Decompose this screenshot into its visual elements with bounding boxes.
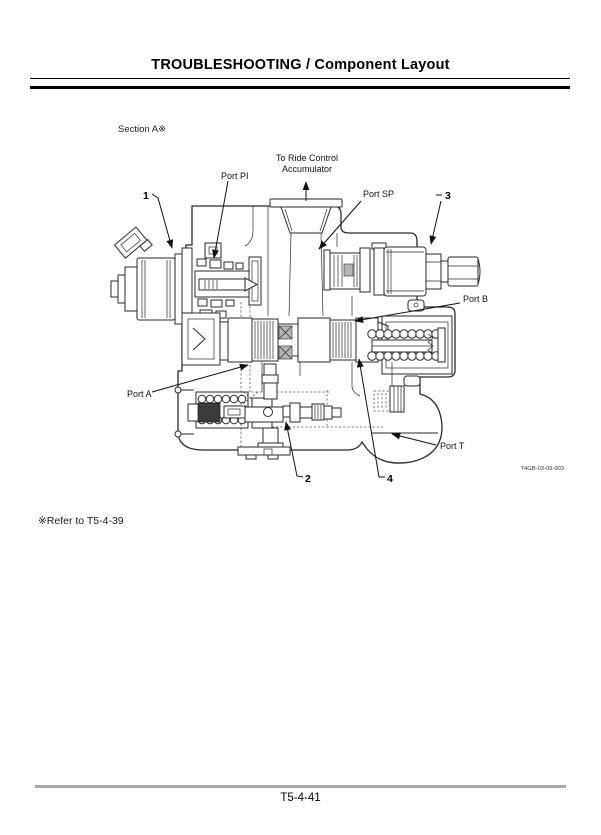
- accumulator-text-1: To Ride Control: [275, 153, 339, 163]
- cartridge-can: [384, 247, 426, 296]
- port-b-text: Port B: [463, 294, 489, 304]
- end-fitting-hex: [448, 257, 478, 286]
- solenoid-coil: [137, 258, 175, 320]
- drawing-ref: T4GB-03-09-003: [520, 466, 564, 472]
- page-number: T5-4-41: [280, 792, 321, 804]
- footer-rule: [35, 785, 566, 788]
- accumulator-text-2: Accumulator: [281, 164, 333, 174]
- port-a-text: Port A: [127, 389, 152, 399]
- port-t-text: Port T: [440, 441, 465, 451]
- reference-footnote: ※Refer to T5-4-39: [38, 515, 124, 527]
- cartridge-hex: [426, 254, 441, 289]
- page-title: TROUBLESHOOTING / Component Layout: [151, 57, 450, 73]
- port-sp-text: Port SP: [363, 189, 395, 199]
- callout-2-number: 2: [305, 473, 311, 485]
- section-label: Section A※: [118, 124, 167, 135]
- port-pi-text: Port PI: [221, 171, 249, 181]
- callout-1-number: 1: [143, 190, 149, 202]
- callout-3: [431, 190, 451, 244]
- solenoid-valve-1: [111, 226, 192, 328]
- label-to-accumulator: [276, 153, 338, 201]
- callout-3-number: 3: [445, 190, 451, 202]
- valve-2-plug-head: [198, 403, 220, 422]
- callout-4-number: 4: [387, 473, 393, 485]
